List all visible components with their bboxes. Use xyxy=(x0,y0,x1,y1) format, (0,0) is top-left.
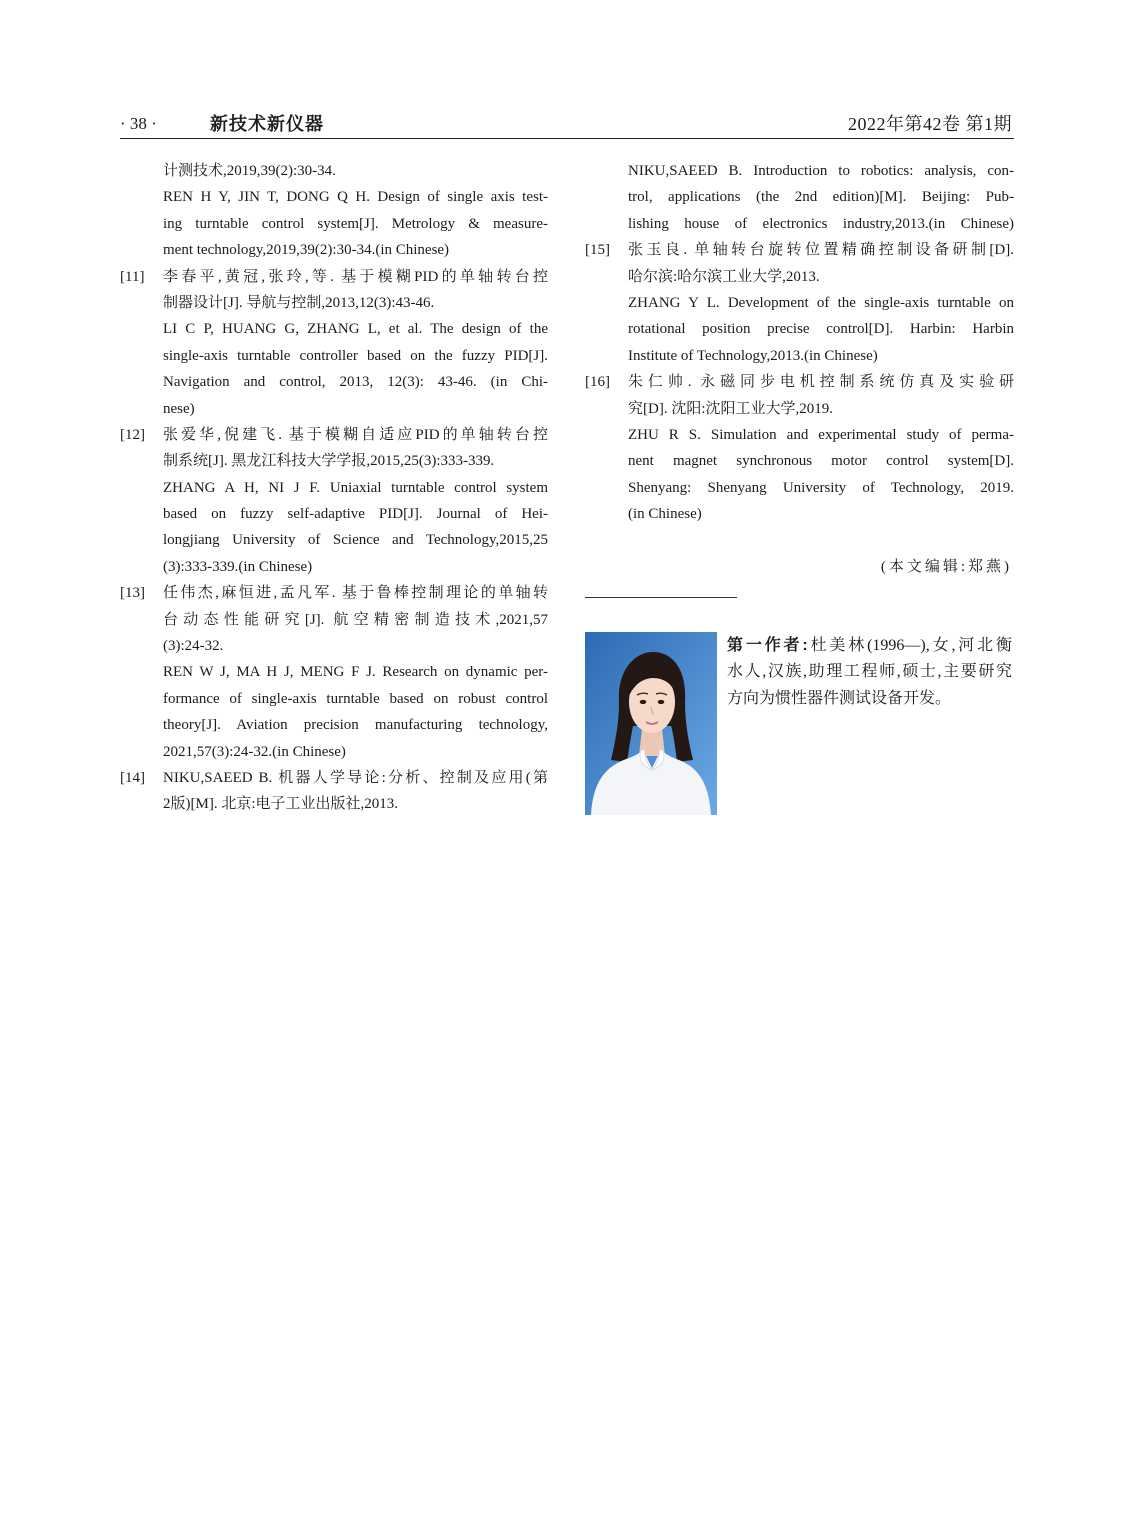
editor-note: (本文编辑:郑燕) xyxy=(880,559,1012,575)
reference-14-continued xyxy=(585,158,1014,237)
reference-line: longjiang University of Science and Technology,2015,25 xyxy=(163,532,548,549)
reference-number: [15] xyxy=(585,242,610,259)
reference-line: 朱仁帅. 永磁同步电机控制系统仿真及实验研 xyxy=(628,374,1014,391)
reference-line: 哈尔滨:哈尔滨工业大学,2013. xyxy=(628,268,820,285)
author-bio-line xyxy=(727,633,1012,659)
reference-16 xyxy=(585,369,1014,527)
reference-line: ZHANG A H, NI J F. Uniaxial turntable control system xyxy=(163,479,548,496)
reference-number: [14] xyxy=(120,769,145,786)
reference-12 xyxy=(120,422,548,580)
author-bio-line: 水人,汉族,助理工程师,硕士,主要研究 xyxy=(727,663,1012,681)
reference-line: NIKU,SAEED B. 机器人学导论:分析、控制及应用(第 xyxy=(163,769,548,786)
reference-line: 2021,57(3):24-32.(in Chinese) xyxy=(163,743,346,760)
reference-line: (3):24-32. xyxy=(163,638,224,655)
reference-line: LI C P, HUANG G, ZHANG L, et al. The design of the xyxy=(163,321,548,338)
author-bio-line: 方向为惯性器件测试设备开发。 xyxy=(727,689,952,707)
reference-line: theory[J]. Aviation precision manufacturing technology, xyxy=(163,717,548,734)
reference-line: 任伟杰,麻恒进,孟凡军. 基于鲁棒控制理论的单轴转 xyxy=(163,585,548,602)
issue-info: 2022年第42卷 第1期 xyxy=(848,114,1012,134)
reference-number: [11] xyxy=(120,268,145,285)
reference-line: ZHANG Y L. Development of the single-axis turntable on xyxy=(628,294,1014,311)
reference-line: 张玉良. 单轴转台旋转位置精确控制设备研制[D]. xyxy=(628,242,1014,259)
reference-11 xyxy=(120,264,548,422)
reference-line: formance of single-axis turntable based on robust control xyxy=(163,690,548,707)
reference-line: lishing house of electronics industry,2013.(in Chinese) xyxy=(628,215,1014,232)
author-bio xyxy=(727,633,1012,712)
reference-line: NIKU,SAEED B. Introduction to robotics: analysis, con- xyxy=(628,163,1014,179)
reference-line: nent magnet synchronous motor control system[D]. xyxy=(628,453,1014,470)
reference-line: rotational position precise control[D]. Harbin: Harbin xyxy=(628,321,1014,338)
reference-line: Institute of Technology,2013.(in Chinese) xyxy=(628,347,878,364)
reference-line: Navigation and control, 2013, 12(3): 43-46. (in Chi- xyxy=(163,374,548,391)
reference-line: 究[D]. 沈阳:沈阳工业大学,2019. xyxy=(628,400,833,417)
author-portrait-photo xyxy=(585,632,717,815)
author-bio-text: 杜美林(1996—),女,河北衡 xyxy=(807,637,1012,654)
reference-number: [13] xyxy=(120,585,145,602)
right-column xyxy=(585,158,1014,527)
reference-line: 制器设计[J]. 导航与控制,2013,12(3):43-46. xyxy=(163,294,435,311)
left-column xyxy=(120,158,548,818)
reference-line: 李春平,黄冠,张玲,等. 基于模糊PID的单轴转台控 xyxy=(163,268,548,285)
reference-10-continued xyxy=(120,158,548,264)
reference-13 xyxy=(120,580,548,765)
reference-line: REN H Y, JIN T, DONG Q H. Design of single axis test- xyxy=(163,189,548,206)
footnote-separator xyxy=(585,597,737,598)
reference-number: [16] xyxy=(585,374,610,391)
reference-number: [12] xyxy=(120,426,145,443)
journal-section-title: 新技术新仪器 xyxy=(210,114,324,134)
reference-14 xyxy=(120,765,548,818)
reference-line: nese) xyxy=(163,400,195,417)
running-header xyxy=(120,110,1014,139)
reference-line: based on fuzzy self-adaptive PID[J]. Journal of Hei- xyxy=(163,506,548,523)
reference-line: 制系统[J]. 黑龙江科技大学学报,2015,25(3):333-339. xyxy=(163,453,495,470)
reference-line: 计测技术,2019,39(2):30-34. xyxy=(163,163,336,179)
reference-line: (3):333-339.(in Chinese) xyxy=(163,558,313,575)
reference-line: ment technology,2019,39(2):30-34.(in Chinese) xyxy=(163,242,450,259)
author-bio-label: 第一作者: xyxy=(727,637,808,654)
reference-line: ing turntable control system[J]. Metrology & measure- xyxy=(163,215,548,232)
portrait-image xyxy=(585,632,717,815)
reference-line: single-axis turntable controller based on the fuzzy PID[J]. xyxy=(163,347,548,364)
page-number: · 38 · xyxy=(120,114,157,133)
reference-line: trol, applications (the 2nd edition)[M]. Beijing: Pub- xyxy=(628,189,1014,206)
reference-line: REN W J, MA H J, MENG F J. Research on dynamic per- xyxy=(163,664,548,681)
reference-15 xyxy=(585,237,1014,369)
reference-line: 张爱华,倪建飞. 基于模糊自适应PID的单轴转台控 xyxy=(163,426,548,443)
reference-line: ZHU R S. Simulation and experimental study of perma- xyxy=(628,426,1014,443)
reference-line: (in Chinese) xyxy=(628,506,702,523)
reference-line: Shenyang: Shenyang University of Technology, 2019. xyxy=(628,479,1014,496)
reference-line: 台动态性能研究[J]. 航空精密制造技术,2021,57 xyxy=(163,611,548,628)
reference-line: 2版)[M]. 北京:电子工业出版社,2013. xyxy=(163,796,398,813)
